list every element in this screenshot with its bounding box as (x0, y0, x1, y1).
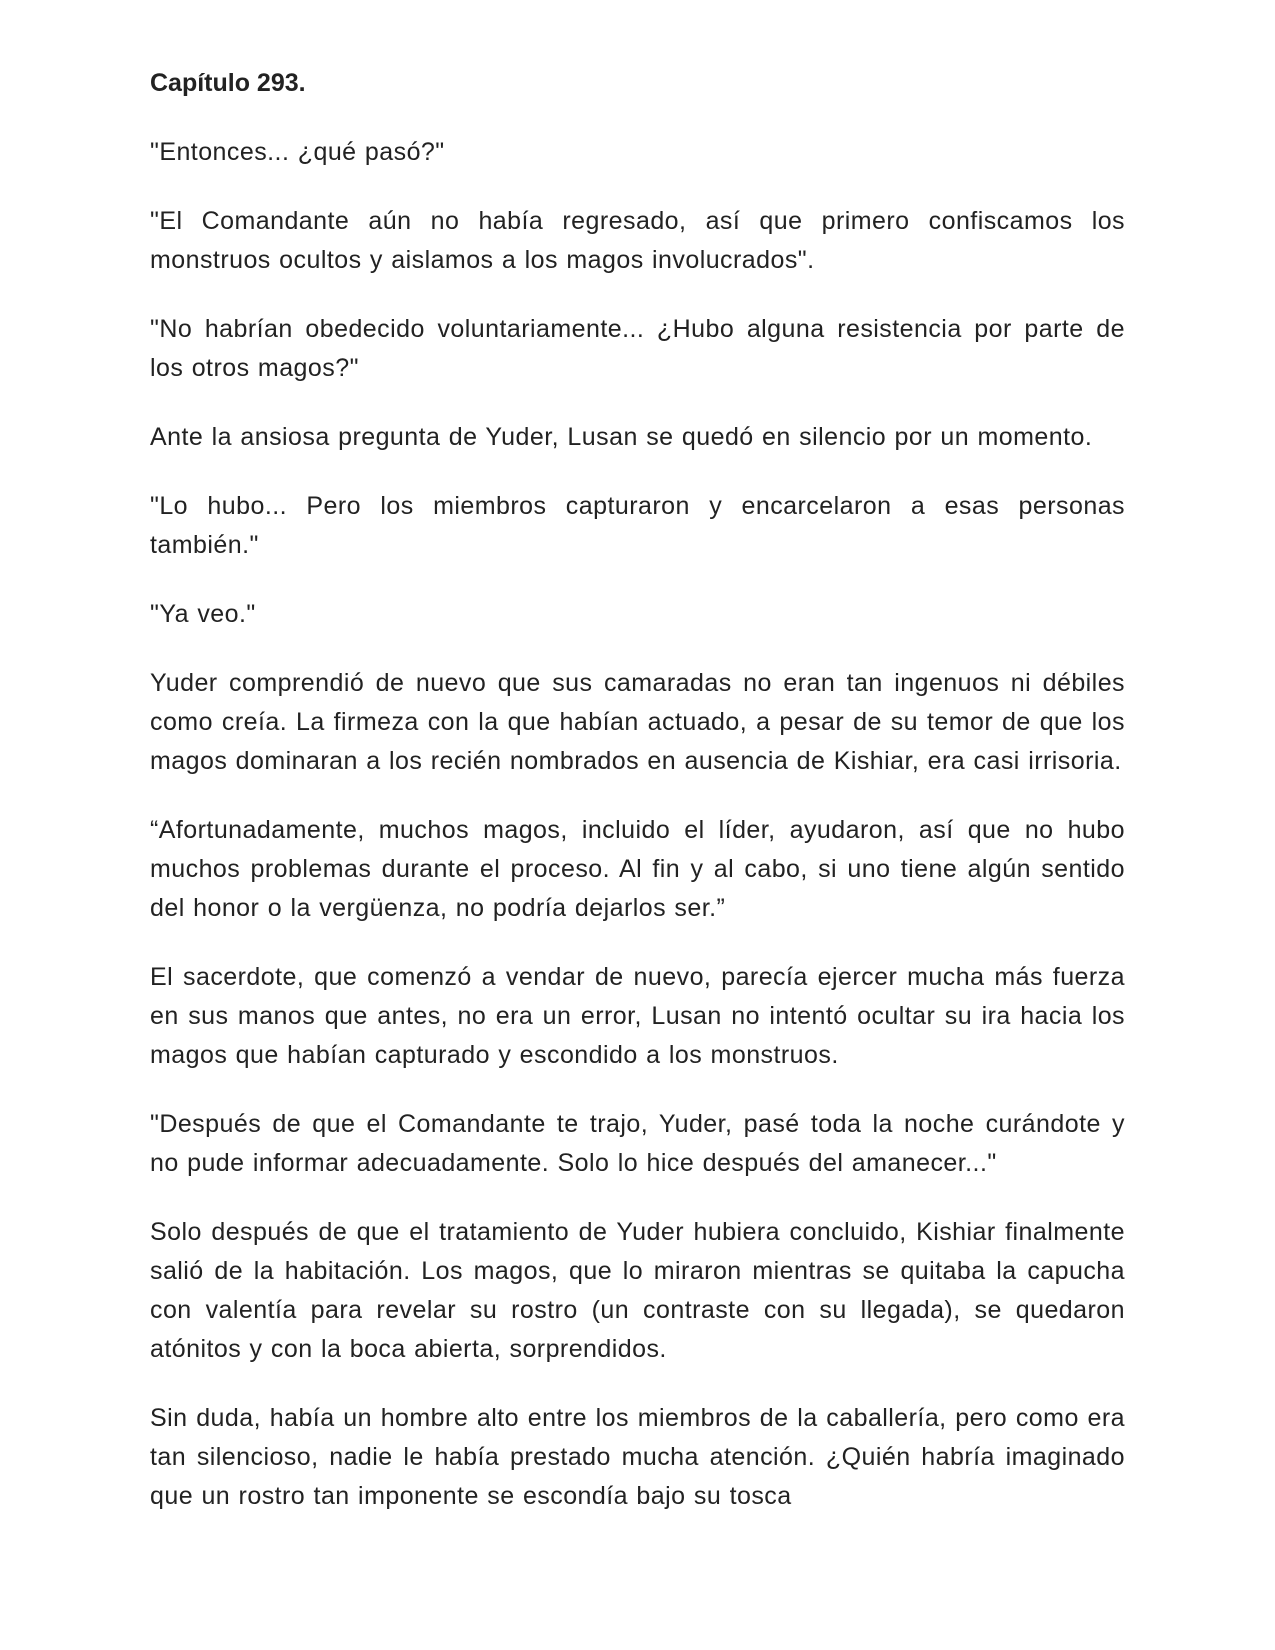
paragraph-1: "Entonces... ¿qué pasó?" (150, 138, 445, 166)
paragraph-9: El sacerdote, que comenzó a vendar de nuevo, parecía ejercer mucha más fuerza en sus manos que antes, no era un error, Lusan no intentó ocultar su ira hacia los magos que habían capturado y escondido a los monstruos. (150, 963, 1125, 1069)
paragraph-12: Sin duda, había un hombre alto entre los miembros de la caballería, pero como era tan silencioso, nadie le había prestado mucha atención. ¿Quién habría imaginado que un rostro tan imponente se escondía bajo su tosca (150, 1404, 1125, 1510)
paragraph-2: "El Comandante aún no había regresado, así que primero confiscamos los monstruos ocultos y aislamos a los magos involucrados". (150, 207, 1125, 274)
paragraph-7: Yuder comprendió de nuevo que sus camaradas no eran tan ingenuos ni débiles como creía. La firmeza con la que habían actuado, a pesar de su temor de que los magos dominaran a los recién nombrados en ausencia de Kishiar, era casi irrisoria. (150, 669, 1125, 775)
paragraph-11: Solo después de que el tratamiento de Yuder hubiera concluido, Kishiar finalmente salió de la habitación. Los magos, que lo miraron mientras se quitaba la capucha con valentía para revelar su rostro (un contraste con su llegada), se quedaron atónitos y con la boca abierta, sorprendidos. (150, 1218, 1125, 1363)
paragraph-5: "Lo hubo... Pero los miembros capturaron y encarcelaron a esas personas también." (150, 492, 1125, 559)
document-page (150, 64, 1125, 1546)
chapter-title: Capítulo 293. (150, 69, 306, 97)
paragraph-3: "No habrían obedecido voluntariamente... ¿Hubo alguna resistencia por parte de los otros magos?" (150, 315, 1125, 382)
paragraph-10: "Después de que el Comandante te trajo, Yuder, pasé toda la noche curándote y no pude informar adecuadamente. Solo lo hice después del amanecer..." (150, 1110, 1125, 1177)
paragraph-8: “Afortunadamente, muchos magos, incluido el líder, ayudaron, así que no hubo muchos problemas durante el proceso. Al fin y al cabo, si uno tiene algún sentido del honor o la vergüenza, no podría dejarlos ser.” (150, 816, 1125, 922)
paragraph-6: "Ya veo." (150, 600, 256, 628)
paragraph-4: Ante la ansiosa pregunta de Yuder, Lusan se quedó en silencio por un momento. (150, 423, 1093, 451)
